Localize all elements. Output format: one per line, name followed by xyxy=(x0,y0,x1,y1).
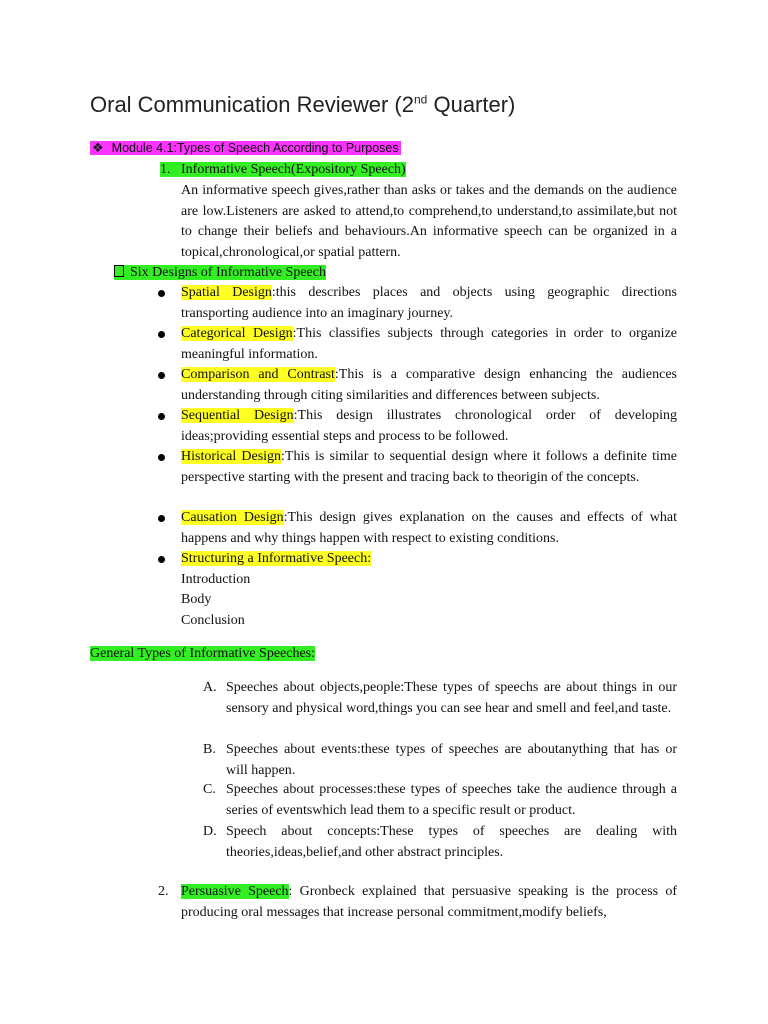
design-item-categorical: Categorical Design:This classifies subjects through categories in order to organize meaningful information. xyxy=(181,326,677,362)
structure-intro: Introduction xyxy=(181,572,251,587)
list-letter: A. xyxy=(203,680,217,695)
list-letter: B. xyxy=(203,742,216,757)
design-item-comparison: Comparison and Contrast:This is a comparative design enhancing the audiences understanding through citing similarities and differences between subjects. xyxy=(181,367,677,403)
module-label: Module 4.1:Types of Speech According to Purposes xyxy=(111,141,399,155)
designs-title: Six Designs of Informative Speech xyxy=(130,265,326,280)
module-heading xyxy=(90,138,401,160)
persuasive-paragraph: Persuasive Speech: Gronbeck explained that persuasive speaking is the process of producing oral messages that increase personal commitment,modify beliefs, xyxy=(181,884,677,920)
informative-paragraph: An informative speech gives,rather than asks or takes and the demands on the audience are low.Listeners are asked to attend,to comprehend,to understand,to assimilate,but not to change their beliefs and behaviours.An informative speech can be organized in a topical,chronological,or spatial pattern. xyxy=(181,183,677,260)
informative-title: Informative Speech(Expository Speech) xyxy=(181,162,406,177)
list-letter: C. xyxy=(203,782,216,797)
title-sup: nd xyxy=(414,92,428,107)
informative-number: 1. xyxy=(160,162,171,177)
bullet-icon xyxy=(158,454,165,461)
bullet-icon xyxy=(158,413,165,420)
designs-heading xyxy=(114,263,326,284)
persuasive-number: 2. xyxy=(158,884,169,899)
design-item-spatial: Spatial Design:this describes places and objects using geographic directions transporting audience into an imaginary journey. xyxy=(181,285,678,321)
design-item-structuring: Structuring a Informative Speech: xyxy=(181,551,372,566)
general-item-events: Speeches about events:these types of speeches are aboutanything that has or will happen. xyxy=(226,742,677,778)
informative-heading xyxy=(160,160,406,181)
structure-body: Body xyxy=(181,592,212,607)
general-item-processes: Speeches about processes:these types of speeches take the audience through a series of eventswhich lead them to a specific result or product. xyxy=(226,782,677,818)
design-item-historical: Historical Design:This is similar to sequential design where it follows a definite time perspective starting with the present and tracing back to theorigin of the concepts. xyxy=(181,449,677,485)
general-item-objects: Speeches about objects,people:These types of speechs are about things in our sensory and physical word,things you can see hear and smell and feel,and taste. xyxy=(226,680,677,716)
general-item-concepts: Speech about concepts:These types of speeches are dealing with theories,ideas,belief,and other abstract principles. xyxy=(226,824,677,860)
diamond-bullet-icon: ❖ xyxy=(92,140,104,155)
design-item-sequential: Sequential Design:This design illustrates chronological order of developing ideas;providing essential steps and process to be followed. xyxy=(181,408,677,444)
title-end: Quarter) xyxy=(427,92,516,117)
bullet-icon xyxy=(158,515,165,522)
general-heading: General Types of Informative Speeches: xyxy=(90,646,316,661)
structure-conclusion: Conclusion xyxy=(181,613,245,628)
design-item-causation: Causation Design:This design gives explanation on the causes and effects of what happens and why things happen with respect to existing conditions. xyxy=(181,510,678,546)
page-title xyxy=(90,92,515,118)
list-letter: D. xyxy=(203,824,217,839)
bullet-icon xyxy=(158,556,165,563)
title-main: Oral Communication Reviewer (2 xyxy=(90,92,414,117)
bullet-icon xyxy=(158,290,165,297)
checkbox-icon xyxy=(114,265,124,277)
bullet-icon xyxy=(158,331,165,338)
bullet-icon xyxy=(158,372,165,379)
